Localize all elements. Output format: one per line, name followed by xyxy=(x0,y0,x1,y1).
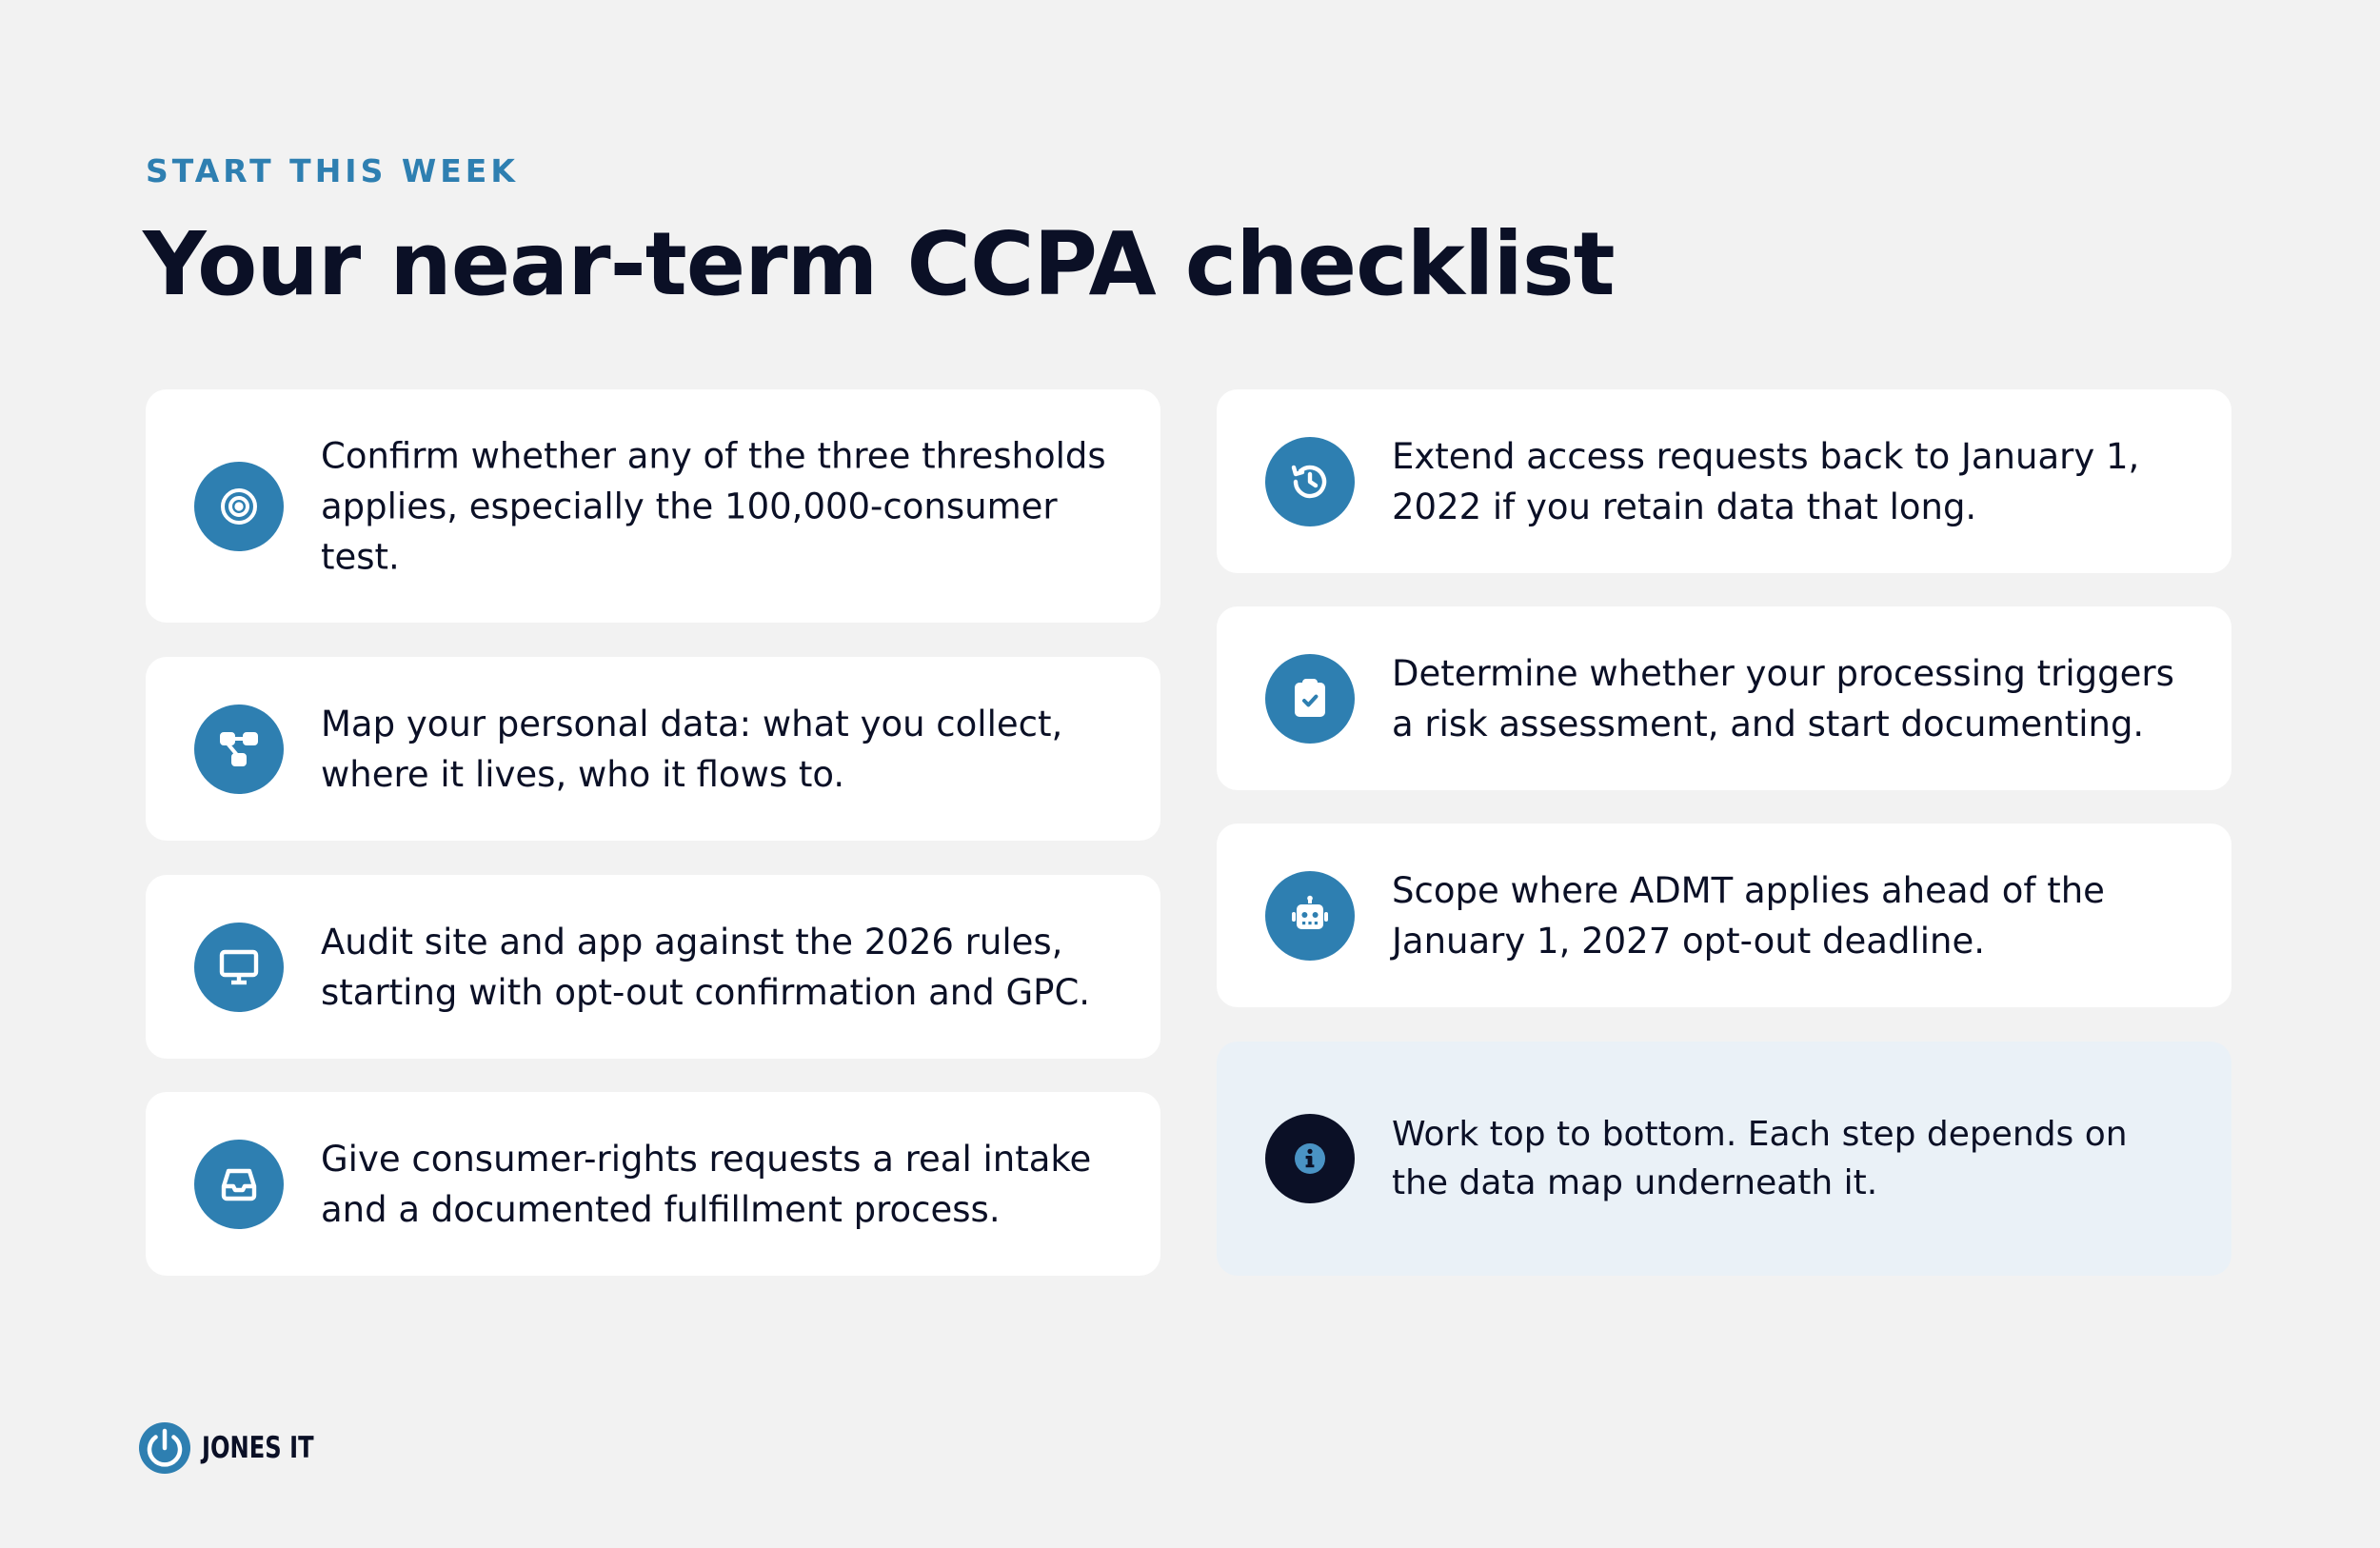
checklist-item-admt xyxy=(1217,824,2231,1007)
checklist-item-text: Scope where ADMT applies ahead of the January 1, 2027 opt-out deadline. xyxy=(1392,869,2105,962)
checklist-item-access-requests xyxy=(1217,389,2231,573)
checklist-item-requests xyxy=(146,1092,1160,1276)
checklist-item-risk-assessment xyxy=(1217,606,2231,790)
checklist-item-text: Map your personal data: what you collect, where it lives, who it flows to. xyxy=(321,703,1063,795)
checklist-item-text: Confirm whether any of the three thresholds applies, especially the 100,000-consumer test. xyxy=(321,435,1106,577)
checklist-item-text: Determine whether your processing triggers a risk assessment, and start documenting. xyxy=(1392,652,2174,744)
data-flow-icon xyxy=(194,705,284,794)
brand-logo xyxy=(137,1419,346,1477)
info-icon xyxy=(1265,1114,1355,1203)
eyebrow-label: START THIS WEEK xyxy=(146,152,519,189)
target-icon xyxy=(194,462,284,551)
checklist-item-text: Audit site and app against the 2026 rules, starting with opt-out confirmation and GPC. xyxy=(321,921,1091,1013)
note-text: Work top to bottom. Each step depends on the data map underneath it. xyxy=(1392,1115,2128,1202)
inbox-icon xyxy=(194,1140,284,1229)
history-icon xyxy=(1265,437,1355,526)
checklist-item-data-map xyxy=(146,657,1160,841)
monitor-icon xyxy=(194,923,284,1012)
power-icon xyxy=(137,1420,192,1476)
brand-name: JONES IT xyxy=(202,1431,314,1465)
note-card xyxy=(1217,1042,2231,1276)
robot-icon xyxy=(1265,871,1355,961)
clipboard-check-icon xyxy=(1265,654,1355,744)
page-title: Your near-term CCPA checklist xyxy=(143,213,1615,315)
checklist-item-text: Extend access requests back to January 1, 2022 if you retain data that long. xyxy=(1392,435,2140,527)
checklist-item-thresholds xyxy=(146,389,1160,623)
checklist-item-audit xyxy=(146,875,1160,1059)
checklist-item-text: Give consumer-rights requests a real intake and a documented fulfillment process. xyxy=(321,1138,1092,1230)
